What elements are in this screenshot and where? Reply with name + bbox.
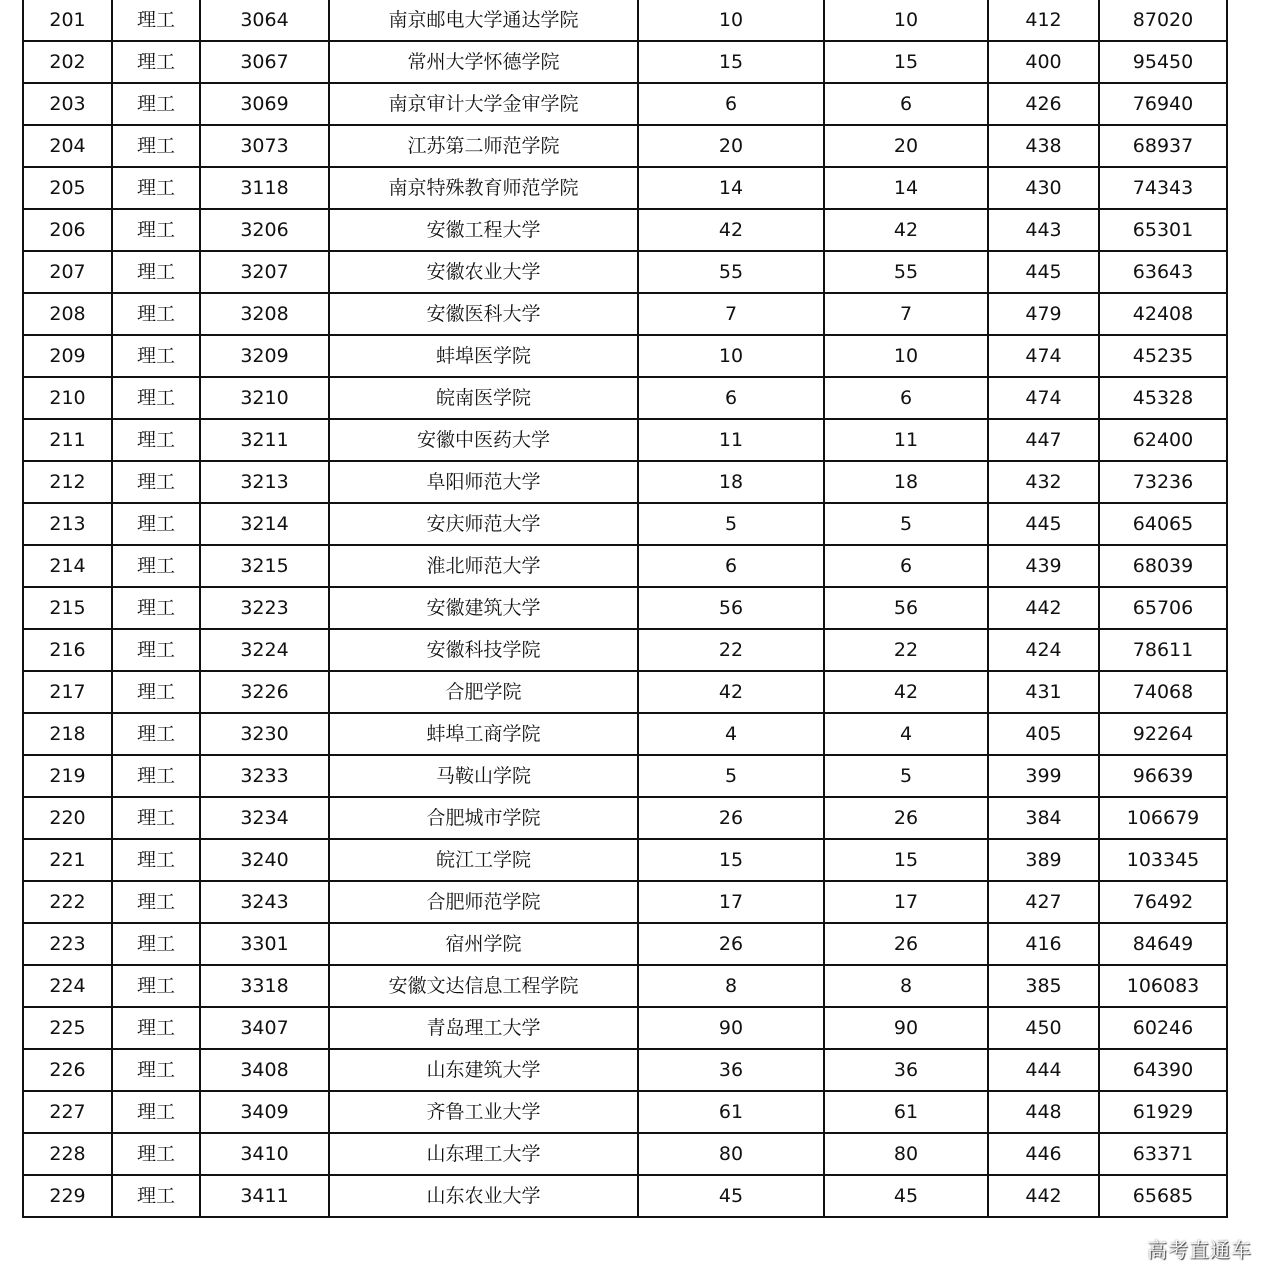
row-category-cell: 理工 (112, 293, 200, 335)
table-row (23, 377, 1227, 419)
row-school-name-cell: 安庆师范大学 (329, 503, 638, 545)
row-school-code-cell: 3233 (200, 755, 329, 797)
row-category-cell: 理工 (112, 125, 200, 167)
row-min-score-cell: 447 (988, 419, 1099, 461)
row-plan-count-cell: 45 (638, 1175, 824, 1217)
row-school-name-cell: 南京审计大学金审学院 (329, 83, 638, 125)
row-school-name-cell: 南京特殊教育师范学院 (329, 167, 638, 209)
table-body (23, 0, 1227, 1217)
row-min-score-cell: 427 (988, 881, 1099, 923)
row-min-rank-cell: 63643 (1099, 251, 1227, 293)
row-plan-count-cell: 5 (638, 503, 824, 545)
row-school-name-cell: 安徽科技学院 (329, 629, 638, 671)
row-seq-cell: 213 (23, 503, 112, 545)
row-school-name-cell: 山东理工大学 (329, 1133, 638, 1175)
row-school-code-cell: 3243 (200, 881, 329, 923)
row-plan-count-cell: 6 (638, 545, 824, 587)
row-school-code-cell: 3408 (200, 1049, 329, 1091)
row-min-rank-cell: 68039 (1099, 545, 1227, 587)
row-school-code-cell: 3209 (200, 335, 329, 377)
row-school-code-cell: 3118 (200, 167, 329, 209)
row-admitted-count-cell: 26 (824, 923, 988, 965)
row-category-cell: 理工 (112, 503, 200, 545)
row-min-score-cell: 474 (988, 335, 1099, 377)
row-admitted-count-cell: 5 (824, 503, 988, 545)
row-category-cell: 理工 (112, 881, 200, 923)
row-seq-cell: 214 (23, 545, 112, 587)
row-min-rank-cell: 65706 (1099, 587, 1227, 629)
row-seq-cell: 226 (23, 1049, 112, 1091)
row-school-name-cell: 山东农业大学 (329, 1175, 638, 1217)
row-category-cell: 理工 (112, 0, 200, 41)
row-min-rank-cell: 78611 (1099, 629, 1227, 671)
row-min-score-cell: 439 (988, 545, 1099, 587)
row-school-name-cell: 山东建筑大学 (329, 1049, 638, 1091)
row-min-rank-cell: 76940 (1099, 83, 1227, 125)
row-school-name-cell: 淮北师范大学 (329, 545, 638, 587)
row-seq-cell: 207 (23, 251, 112, 293)
row-school-code-cell: 3226 (200, 671, 329, 713)
row-plan-count-cell: 42 (638, 671, 824, 713)
row-admitted-count-cell: 42 (824, 209, 988, 251)
admissions-table (22, 0, 1228, 1218)
row-school-name-cell: 安徽中医药大学 (329, 419, 638, 461)
row-category-cell: 理工 (112, 923, 200, 965)
row-seq-cell: 227 (23, 1091, 112, 1133)
row-admitted-count-cell: 56 (824, 587, 988, 629)
row-school-code-cell: 3215 (200, 545, 329, 587)
row-min-rank-cell: 65301 (1099, 209, 1227, 251)
row-category-cell: 理工 (112, 377, 200, 419)
row-admitted-count-cell: 6 (824, 545, 988, 587)
row-min-score-cell: 424 (988, 629, 1099, 671)
row-school-code-cell: 3234 (200, 797, 329, 839)
row-min-score-cell: 384 (988, 797, 1099, 839)
row-plan-count-cell: 15 (638, 839, 824, 881)
row-seq-cell: 225 (23, 1007, 112, 1049)
row-min-rank-cell: 84649 (1099, 923, 1227, 965)
row-min-rank-cell: 74068 (1099, 671, 1227, 713)
table-row (23, 965, 1227, 1007)
row-seq-cell: 217 (23, 671, 112, 713)
row-min-score-cell: 442 (988, 587, 1099, 629)
row-school-code-cell: 3214 (200, 503, 329, 545)
row-school-name-cell: 安徽医科大学 (329, 293, 638, 335)
row-min-rank-cell: 64390 (1099, 1049, 1227, 1091)
row-seq-cell: 203 (23, 83, 112, 125)
row-school-name-cell: 江苏第二师范学院 (329, 125, 638, 167)
row-seq-cell: 208 (23, 293, 112, 335)
row-min-score-cell: 385 (988, 965, 1099, 1007)
table-row (23, 629, 1227, 671)
row-min-score-cell: 416 (988, 923, 1099, 965)
table-row (23, 1175, 1227, 1217)
row-plan-count-cell: 17 (638, 881, 824, 923)
row-min-score-cell: 431 (988, 671, 1099, 713)
row-category-cell: 理工 (112, 1049, 200, 1091)
row-admitted-count-cell: 5 (824, 755, 988, 797)
row-min-rank-cell: 65685 (1099, 1175, 1227, 1217)
row-min-rank-cell: 87020 (1099, 0, 1227, 41)
row-school-code-cell: 3073 (200, 125, 329, 167)
row-school-code-cell: 3211 (200, 419, 329, 461)
row-admitted-count-cell: 55 (824, 251, 988, 293)
row-plan-count-cell: 56 (638, 587, 824, 629)
row-min-score-cell: 426 (988, 83, 1099, 125)
table-row (23, 503, 1227, 545)
row-admitted-count-cell: 10 (824, 0, 988, 41)
row-seq-cell: 228 (23, 1133, 112, 1175)
row-min-rank-cell: 103345 (1099, 839, 1227, 881)
table-row (23, 83, 1227, 125)
row-seq-cell: 206 (23, 209, 112, 251)
row-school-name-cell: 皖江工学院 (329, 839, 638, 881)
row-category-cell: 理工 (112, 1133, 200, 1175)
row-admitted-count-cell: 36 (824, 1049, 988, 1091)
row-min-score-cell: 442 (988, 1175, 1099, 1217)
row-plan-count-cell: 42 (638, 209, 824, 251)
table-row (23, 755, 1227, 797)
row-admitted-count-cell: 90 (824, 1007, 988, 1049)
row-school-name-cell: 皖南医学院 (329, 377, 638, 419)
row-admitted-count-cell: 80 (824, 1133, 988, 1175)
table-row (23, 1133, 1227, 1175)
row-plan-count-cell: 14 (638, 167, 824, 209)
watermark-text: 高考直通车 (1147, 1238, 1252, 1262)
row-plan-count-cell: 61 (638, 1091, 824, 1133)
row-category-cell: 理工 (112, 797, 200, 839)
row-min-rank-cell: 45235 (1099, 335, 1227, 377)
row-seq-cell: 212 (23, 461, 112, 503)
row-category-cell: 理工 (112, 1175, 200, 1217)
row-plan-count-cell: 26 (638, 797, 824, 839)
row-plan-count-cell: 55 (638, 251, 824, 293)
row-seq-cell: 218 (23, 713, 112, 755)
row-plan-count-cell: 5 (638, 755, 824, 797)
row-school-name-cell: 阜阳师范大学 (329, 461, 638, 503)
row-seq-cell: 219 (23, 755, 112, 797)
row-school-name-cell: 常州大学怀德学院 (329, 41, 638, 83)
row-seq-cell: 224 (23, 965, 112, 1007)
row-plan-count-cell: 7 (638, 293, 824, 335)
row-school-name-cell: 青岛理工大学 (329, 1007, 638, 1049)
row-school-name-cell: 宿州学院 (329, 923, 638, 965)
row-plan-count-cell: 10 (638, 0, 824, 41)
row-school-code-cell: 3240 (200, 839, 329, 881)
row-school-name-cell: 安徽工程大学 (329, 209, 638, 251)
row-school-name-cell: 安徽建筑大学 (329, 587, 638, 629)
table-row (23, 671, 1227, 713)
table-row (23, 1049, 1227, 1091)
row-min-rank-cell: 60246 (1099, 1007, 1227, 1049)
row-school-name-cell: 马鞍山学院 (329, 755, 638, 797)
row-plan-count-cell: 6 (638, 377, 824, 419)
row-admitted-count-cell: 8 (824, 965, 988, 1007)
row-seq-cell: 202 (23, 41, 112, 83)
row-school-name-cell: 合肥学院 (329, 671, 638, 713)
row-admitted-count-cell: 18 (824, 461, 988, 503)
row-category-cell: 理工 (112, 335, 200, 377)
row-min-score-cell: 430 (988, 167, 1099, 209)
row-category-cell: 理工 (112, 209, 200, 251)
row-min-score-cell: 389 (988, 839, 1099, 881)
row-school-code-cell: 3207 (200, 251, 329, 293)
row-plan-count-cell: 4 (638, 713, 824, 755)
row-admitted-count-cell: 61 (824, 1091, 988, 1133)
row-category-cell: 理工 (112, 587, 200, 629)
row-admitted-count-cell: 45 (824, 1175, 988, 1217)
row-min-score-cell: 443 (988, 209, 1099, 251)
row-min-score-cell: 448 (988, 1091, 1099, 1133)
row-admitted-count-cell: 11 (824, 419, 988, 461)
row-category-cell: 理工 (112, 419, 200, 461)
row-min-score-cell: 412 (988, 0, 1099, 41)
row-category-cell: 理工 (112, 1091, 200, 1133)
row-min-rank-cell: 64065 (1099, 503, 1227, 545)
admissions-table-container (22, 0, 1226, 1218)
row-school-code-cell: 3210 (200, 377, 329, 419)
row-plan-count-cell: 36 (638, 1049, 824, 1091)
row-min-score-cell: 399 (988, 755, 1099, 797)
row-category-cell: 理工 (112, 251, 200, 293)
row-min-rank-cell: 45328 (1099, 377, 1227, 419)
table-row (23, 1091, 1227, 1133)
row-category-cell: 理工 (112, 1007, 200, 1049)
table-row (23, 419, 1227, 461)
row-min-rank-cell: 106679 (1099, 797, 1227, 839)
row-school-code-cell: 3208 (200, 293, 329, 335)
row-seq-cell: 221 (23, 839, 112, 881)
row-school-code-cell: 3069 (200, 83, 329, 125)
row-seq-cell: 205 (23, 167, 112, 209)
row-school-code-cell: 3067 (200, 41, 329, 83)
row-school-code-cell: 3409 (200, 1091, 329, 1133)
row-min-score-cell: 479 (988, 293, 1099, 335)
row-min-score-cell: 445 (988, 251, 1099, 293)
row-admitted-count-cell: 22 (824, 629, 988, 671)
row-plan-count-cell: 18 (638, 461, 824, 503)
row-school-code-cell: 3301 (200, 923, 329, 965)
row-admitted-count-cell: 4 (824, 713, 988, 755)
row-school-code-cell: 3213 (200, 461, 329, 503)
row-seq-cell: 220 (23, 797, 112, 839)
row-plan-count-cell: 11 (638, 419, 824, 461)
row-min-score-cell: 450 (988, 1007, 1099, 1049)
row-seq-cell: 222 (23, 881, 112, 923)
row-seq-cell: 229 (23, 1175, 112, 1217)
row-category-cell: 理工 (112, 965, 200, 1007)
row-admitted-count-cell: 10 (824, 335, 988, 377)
row-school-code-cell: 3411 (200, 1175, 329, 1217)
row-category-cell: 理工 (112, 545, 200, 587)
table-row (23, 839, 1227, 881)
row-min-rank-cell: 106083 (1099, 965, 1227, 1007)
row-seq-cell: 204 (23, 125, 112, 167)
row-admitted-count-cell: 17 (824, 881, 988, 923)
row-min-rank-cell: 62400 (1099, 419, 1227, 461)
row-admitted-count-cell: 7 (824, 293, 988, 335)
table-row (23, 1007, 1227, 1049)
row-admitted-count-cell: 6 (824, 377, 988, 419)
row-min-score-cell: 405 (988, 713, 1099, 755)
row-school-code-cell: 3224 (200, 629, 329, 671)
table-row (23, 587, 1227, 629)
row-seq-cell: 216 (23, 629, 112, 671)
row-plan-count-cell: 80 (638, 1133, 824, 1175)
row-plan-count-cell: 6 (638, 83, 824, 125)
row-min-score-cell: 474 (988, 377, 1099, 419)
row-school-code-cell: 3318 (200, 965, 329, 1007)
row-seq-cell: 210 (23, 377, 112, 419)
row-seq-cell: 211 (23, 419, 112, 461)
row-school-name-cell: 合肥城市学院 (329, 797, 638, 839)
row-min-score-cell: 432 (988, 461, 1099, 503)
table-row (23, 125, 1227, 167)
table-row (23, 713, 1227, 755)
table-row (23, 41, 1227, 83)
row-school-name-cell: 合肥师范学院 (329, 881, 638, 923)
row-category-cell: 理工 (112, 755, 200, 797)
row-admitted-count-cell: 15 (824, 839, 988, 881)
row-min-rank-cell: 76492 (1099, 881, 1227, 923)
row-min-rank-cell: 74343 (1099, 167, 1227, 209)
row-seq-cell: 223 (23, 923, 112, 965)
row-school-code-cell: 3223 (200, 587, 329, 629)
row-school-code-cell: 3410 (200, 1133, 329, 1175)
table-row (23, 209, 1227, 251)
row-min-score-cell: 445 (988, 503, 1099, 545)
row-seq-cell: 215 (23, 587, 112, 629)
table-row (23, 881, 1227, 923)
row-category-cell: 理工 (112, 671, 200, 713)
row-school-name-cell: 齐鲁工业大学 (329, 1091, 638, 1133)
table-row (23, 923, 1227, 965)
row-min-score-cell: 400 (988, 41, 1099, 83)
row-admitted-count-cell: 26 (824, 797, 988, 839)
row-plan-count-cell: 26 (638, 923, 824, 965)
row-school-code-cell: 3230 (200, 713, 329, 755)
table-row (23, 0, 1227, 41)
row-category-cell: 理工 (112, 839, 200, 881)
row-min-rank-cell: 73236 (1099, 461, 1227, 503)
row-school-name-cell: 安徽农业大学 (329, 251, 638, 293)
row-min-rank-cell: 68937 (1099, 125, 1227, 167)
table-row (23, 293, 1227, 335)
row-category-cell: 理工 (112, 713, 200, 755)
row-category-cell: 理工 (112, 461, 200, 503)
table-row (23, 167, 1227, 209)
row-school-name-cell: 蚌埠工商学院 (329, 713, 638, 755)
row-plan-count-cell: 8 (638, 965, 824, 1007)
row-plan-count-cell: 20 (638, 125, 824, 167)
table-row (23, 251, 1227, 293)
row-admitted-count-cell: 6 (824, 83, 988, 125)
row-school-code-cell: 3407 (200, 1007, 329, 1049)
table-row (23, 461, 1227, 503)
row-school-code-cell: 3064 (200, 0, 329, 41)
row-category-cell: 理工 (112, 167, 200, 209)
row-plan-count-cell: 15 (638, 41, 824, 83)
table-row (23, 797, 1227, 839)
row-category-cell: 理工 (112, 83, 200, 125)
table-row (23, 545, 1227, 587)
row-seq-cell: 201 (23, 0, 112, 41)
row-min-rank-cell: 96639 (1099, 755, 1227, 797)
row-min-score-cell: 444 (988, 1049, 1099, 1091)
row-min-rank-cell: 63371 (1099, 1133, 1227, 1175)
row-min-rank-cell: 92264 (1099, 713, 1227, 755)
row-seq-cell: 209 (23, 335, 112, 377)
row-admitted-count-cell: 15 (824, 41, 988, 83)
row-min-score-cell: 446 (988, 1133, 1099, 1175)
row-category-cell: 理工 (112, 629, 200, 671)
table-row (23, 335, 1227, 377)
row-admitted-count-cell: 20 (824, 125, 988, 167)
row-admitted-count-cell: 42 (824, 671, 988, 713)
row-school-name-cell: 蚌埠医学院 (329, 335, 638, 377)
row-plan-count-cell: 10 (638, 335, 824, 377)
row-min-rank-cell: 42408 (1099, 293, 1227, 335)
row-plan-count-cell: 22 (638, 629, 824, 671)
row-school-code-cell: 3206 (200, 209, 329, 251)
row-min-rank-cell: 95450 (1099, 41, 1227, 83)
row-plan-count-cell: 90 (638, 1007, 824, 1049)
row-min-score-cell: 438 (988, 125, 1099, 167)
row-min-rank-cell: 61929 (1099, 1091, 1227, 1133)
row-school-name-cell: 南京邮电大学通达学院 (329, 0, 638, 41)
row-category-cell: 理工 (112, 41, 200, 83)
row-admitted-count-cell: 14 (824, 167, 988, 209)
row-school-name-cell: 安徽文达信息工程学院 (329, 965, 638, 1007)
